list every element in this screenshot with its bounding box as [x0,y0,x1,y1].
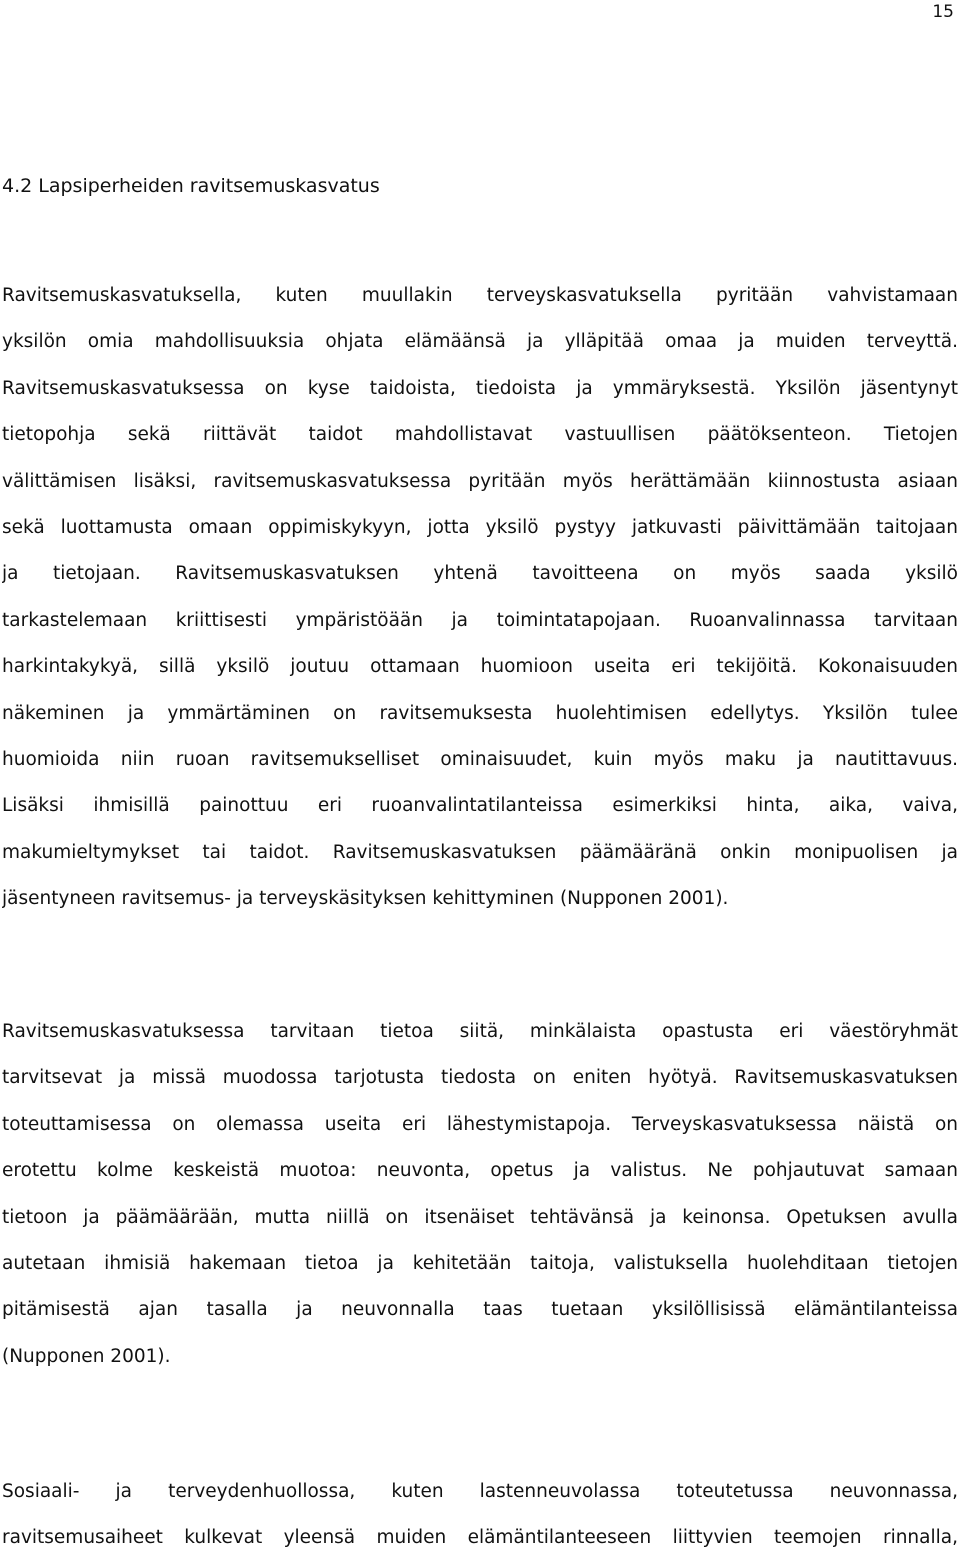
text-line: Sosiaali- ja terveydenhuollossa, kuten lastenneuvolassa toteutetussa neuvonnassa, [2,1481,958,1502]
paragraph-2 [2,1009,958,1380]
text-line: (Nupponen 2001). [2,1345,171,1367]
text-line: yksilön omia mahdollisuuksia ohjata elämäänsä ja ylläpitää omaa ja muiden terveyttä. [2,331,958,353]
text-line: Lisäksi ihmisillä painottuu eri ruoanvalintatilanteissa esimerkiksi hinta, aika, vaiva, [2,795,958,817]
text-line: tarkastelemaan kriittisesti ympäristöään ja toimintatapojaan. Ruoanvalinnassa tarvitaan [2,609,958,631]
text-line: autetaan ihmisiä hakemaan tietoa ja kehitetään taitoja, valistuksella huolehditaan tietojen [2,1252,958,1274]
page-number: 15 [932,2,954,22]
text-line: tietopohja sekä riittävät taidot mahdollistavat vastuullisen päätöksenteon. Tietojen [2,424,958,446]
text-line: toteuttamisessa on olemassa useita eri lähestymistapoja. Terveyskasvatuksessa näistä on [2,1113,958,1135]
text-line: tietoon ja päämäärään, mutta niillä on itsenäiset tehtävänsä ja keinonsa. Opetuksen avulla [2,1206,958,1228]
text-line: ravitsemusaiheet kulkevat yleensä muiden elämäntilanteeseen liittyvien teemojen rinnalla, [2,1527,958,1549]
section-heading: 4.2 Lapsiperheiden ravitsemuskasvatus [2,175,380,197]
text-line: harkintakykyä, sillä yksilö joutuu ottamaan huomioon useita eri tekijöitä. Kokonaisuuden [2,656,958,678]
text-line: sekä luottamusta omaan oppimiskykyyn, jotta yksilö pystyy jatkuvasti päivittämään taitojaan [2,516,958,538]
text-line: erotettu kolme keskeistä muotoa: neuvonta, opetus ja valistus. Ne pohjautuvat samaan [2,1160,958,1182]
text-line: makumieltymykset tai taidot. Ravitsemuskasvatuksen päämääränä onkin monipuolisen ja [2,841,958,863]
text-line: välittämisen lisäksi, ravitsemuskasvatuksessa pyritään myös herättämään kiinnostusta asiaan [2,470,958,492]
text-line: näkeminen ja ymmärtäminen on ravitsemuksesta huolehtimisen edellytys. Yksilön tulee [2,702,958,724]
paragraph-1 [2,273,958,922]
text-line: huomioida niin ruoan ravitsemukselliset ominaisuudet, kuin myös maku ja nautittavuus. [2,748,958,770]
text-line: jäsentyneen ravitsemus- ja terveyskäsityksen kehittyminen (Nupponen 2001). [2,888,729,910]
paragraph-3 [2,1469,958,1562]
text-line: pitämisestä ajan tasalla ja neuvonnalla taas tuetaan yksilöllisissä elämäntilanteissa [2,1299,958,1321]
text-line: tarvitsevat ja missä muodossa tarjotusta tiedosta on eniten hyötyä. Ravitsemuskasvatuksen [2,1067,958,1089]
text-line: ja tietojaan. Ravitsemuskasvatuksen yhtenä tavoitteena on myös saada yksilö [2,563,958,585]
text-line: Ravitsemuskasvatuksella, kuten muullakin terveyskasvatuksella pyritään vahvistamaan [2,285,958,306]
text-line: Ravitsemuskasvatuksessa tarvitaan tietoa siitä, minkälaista opastusta eri väestöryhmät [2,1021,958,1042]
text-line: Ravitsemuskasvatuksessa on kyse taidoista, tiedoista ja ymmäryksestä. Yksilön jäsentynyt [2,377,958,399]
